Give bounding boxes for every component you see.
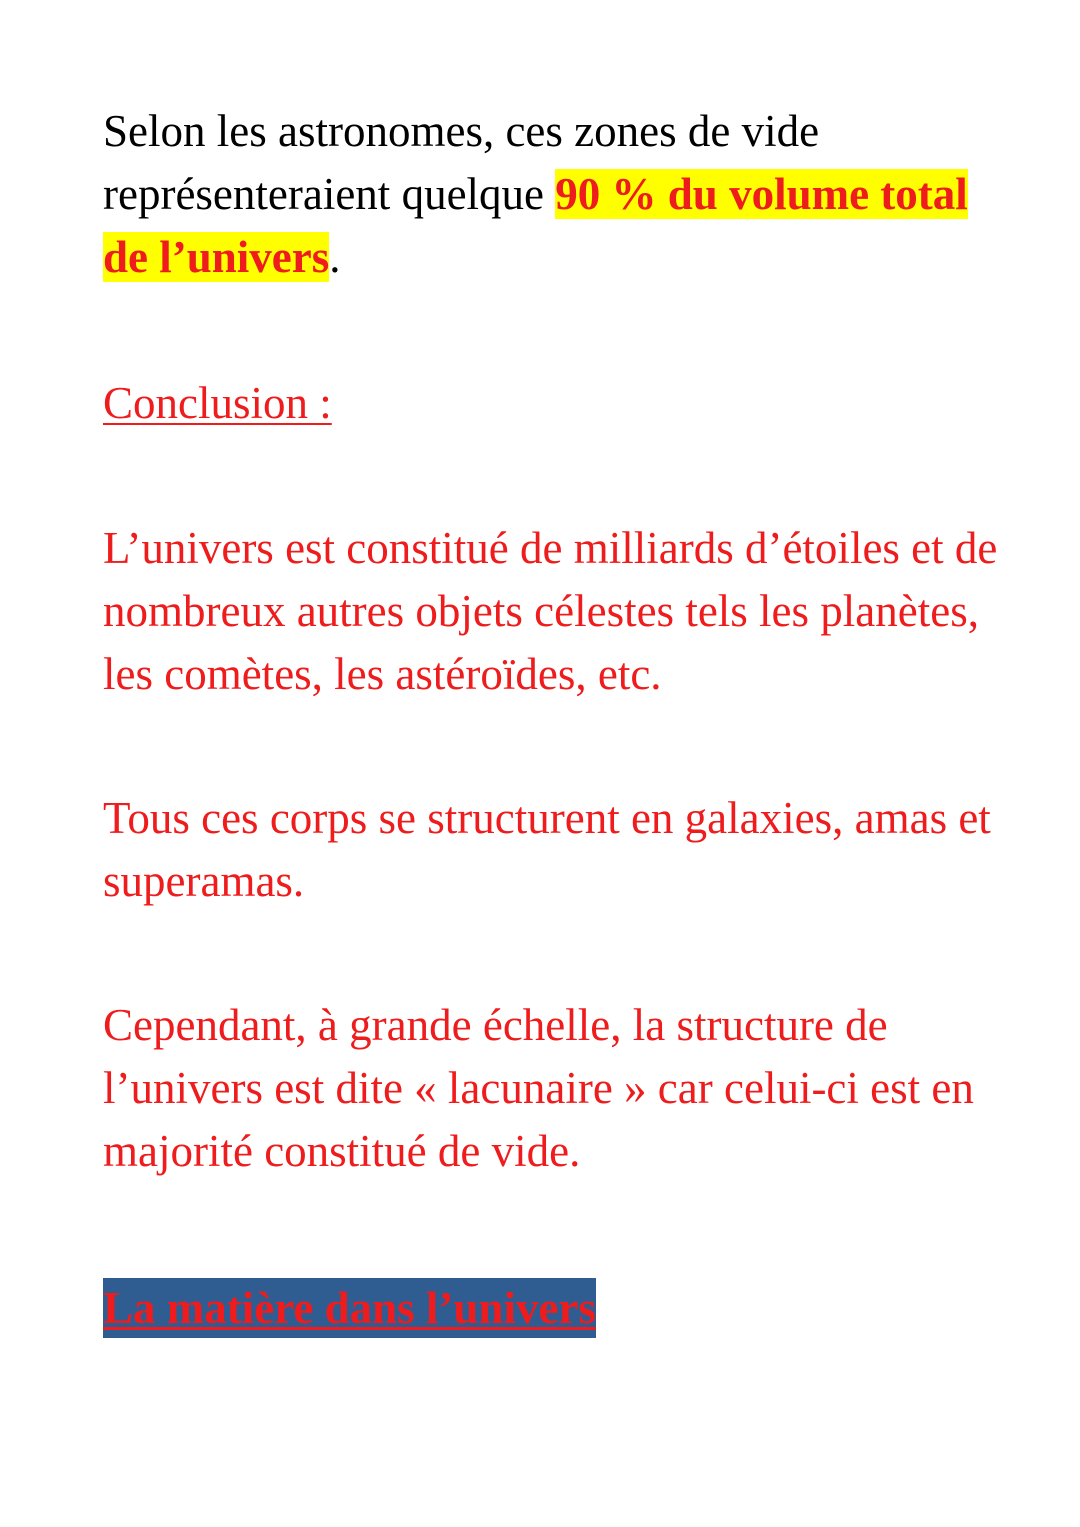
section-heading: La matière dans l’univers <box>103 1278 596 1338</box>
intro-paragraph <box>103 100 1003 289</box>
intro-period: . <box>329 232 341 282</box>
highlighted-figure: 90 % du volume total de l’univers <box>103 169 968 282</box>
conclusion-heading: Conclusion : <box>103 378 332 428</box>
intro-text: Selon les astronomes, ces zones de vide représenteraient quelque <box>103 106 820 219</box>
conclusion-paragraph-2: Tous ces corps se structurent en galaxies, amas et superamas. <box>103 793 991 906</box>
conclusion-paragraph-3: Cependant, à grande échelle, la structure de l’univers est dite « lacunaire » car celui-ci est en majorité constitué de vide. <box>103 1000 974 1176</box>
conclusion-paragraph-1: L’univers est constitué de milliards d’étoiles et de nombreux autres objets célestes tels les planètes, les comètes, les astéroïdes, etc. <box>103 523 998 699</box>
